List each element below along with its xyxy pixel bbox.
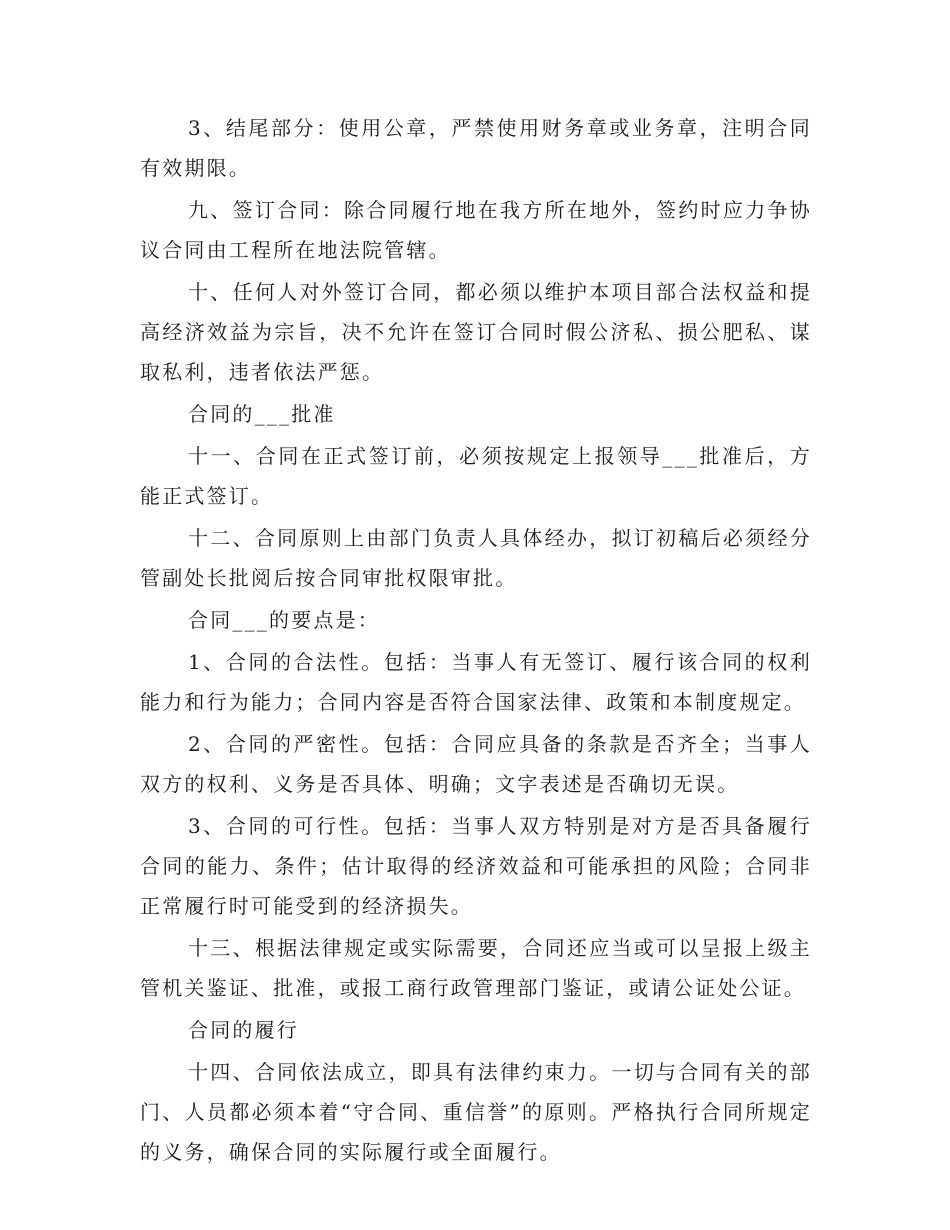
paragraph-article-13: 十三、根据法律规定或实际需要，合同还应当或可以呈报上级主管机关鉴证、批准，或报工商行政管理部门鉴证，或请公证处公证。 [140,936,812,1000]
paragraph-article-14: 十四、合同依法成立，即具有法律约束力。一切与合同有关的部门、人员都必须本着“守合同、重信誉”的原则。严格执行合同所规定的义务，确保合同的实际履行或全面履行。 [140,1060,812,1164]
paragraph-closing-section: 3、结尾部分：使用公章，严禁使用财务章或业务章，注明合同有效期限。 [140,116,812,180]
document-body [140,108,812,1174]
paragraph-article-12: 十二、合同原则上由部门负责人具体经办，拟订初稿后必须经分管副处长批阅后按合同审批权限审批。 [140,526,812,590]
section-heading-approval: 合同的___批准 [188,402,336,426]
paragraph-article-9: 九、签订合同：除合同履行地在我方所在地外，签约时应力争协议合同由工程所在地法院管辖。 [140,198,812,262]
paragraph-feasibility: 3、合同的可行性。包括：当事人双方特别是对方是否具备履行合同的能力、条件；估计取得的经济效益和可能承担的风险；合同非正常履行时可能受到的经济损失。 [140,814,812,918]
section-heading-key-points: 合同___的要点是： [188,608,380,632]
paragraph-legality: 1、合同的合法性。包括：当事人有无签订、履行该合同的权利能力和行为能力；合同内容是否符合国家法律、政策和本制度规定。 [140,650,812,714]
paragraph-article-11: 十一、合同在正式签订前，必须按规定上报领导___批准后，方能正式签订。 [140,444,812,508]
section-heading-performance: 合同的履行 [188,1018,299,1042]
paragraph-rigor: 2、合同的严密性。包括：合同应具备的条款是否齐全；当事人双方的权利、义务是否具体、明确；文字表述是否确切无误。 [140,732,812,796]
paragraph-article-10: 十、任何人对外签订合同，都必须以维护本项目部合法权益和提高经济效益为宗旨，决不允许在签订合同时假公济私、损公肥私、谋取私利，违者依法严惩。 [140,280,812,384]
